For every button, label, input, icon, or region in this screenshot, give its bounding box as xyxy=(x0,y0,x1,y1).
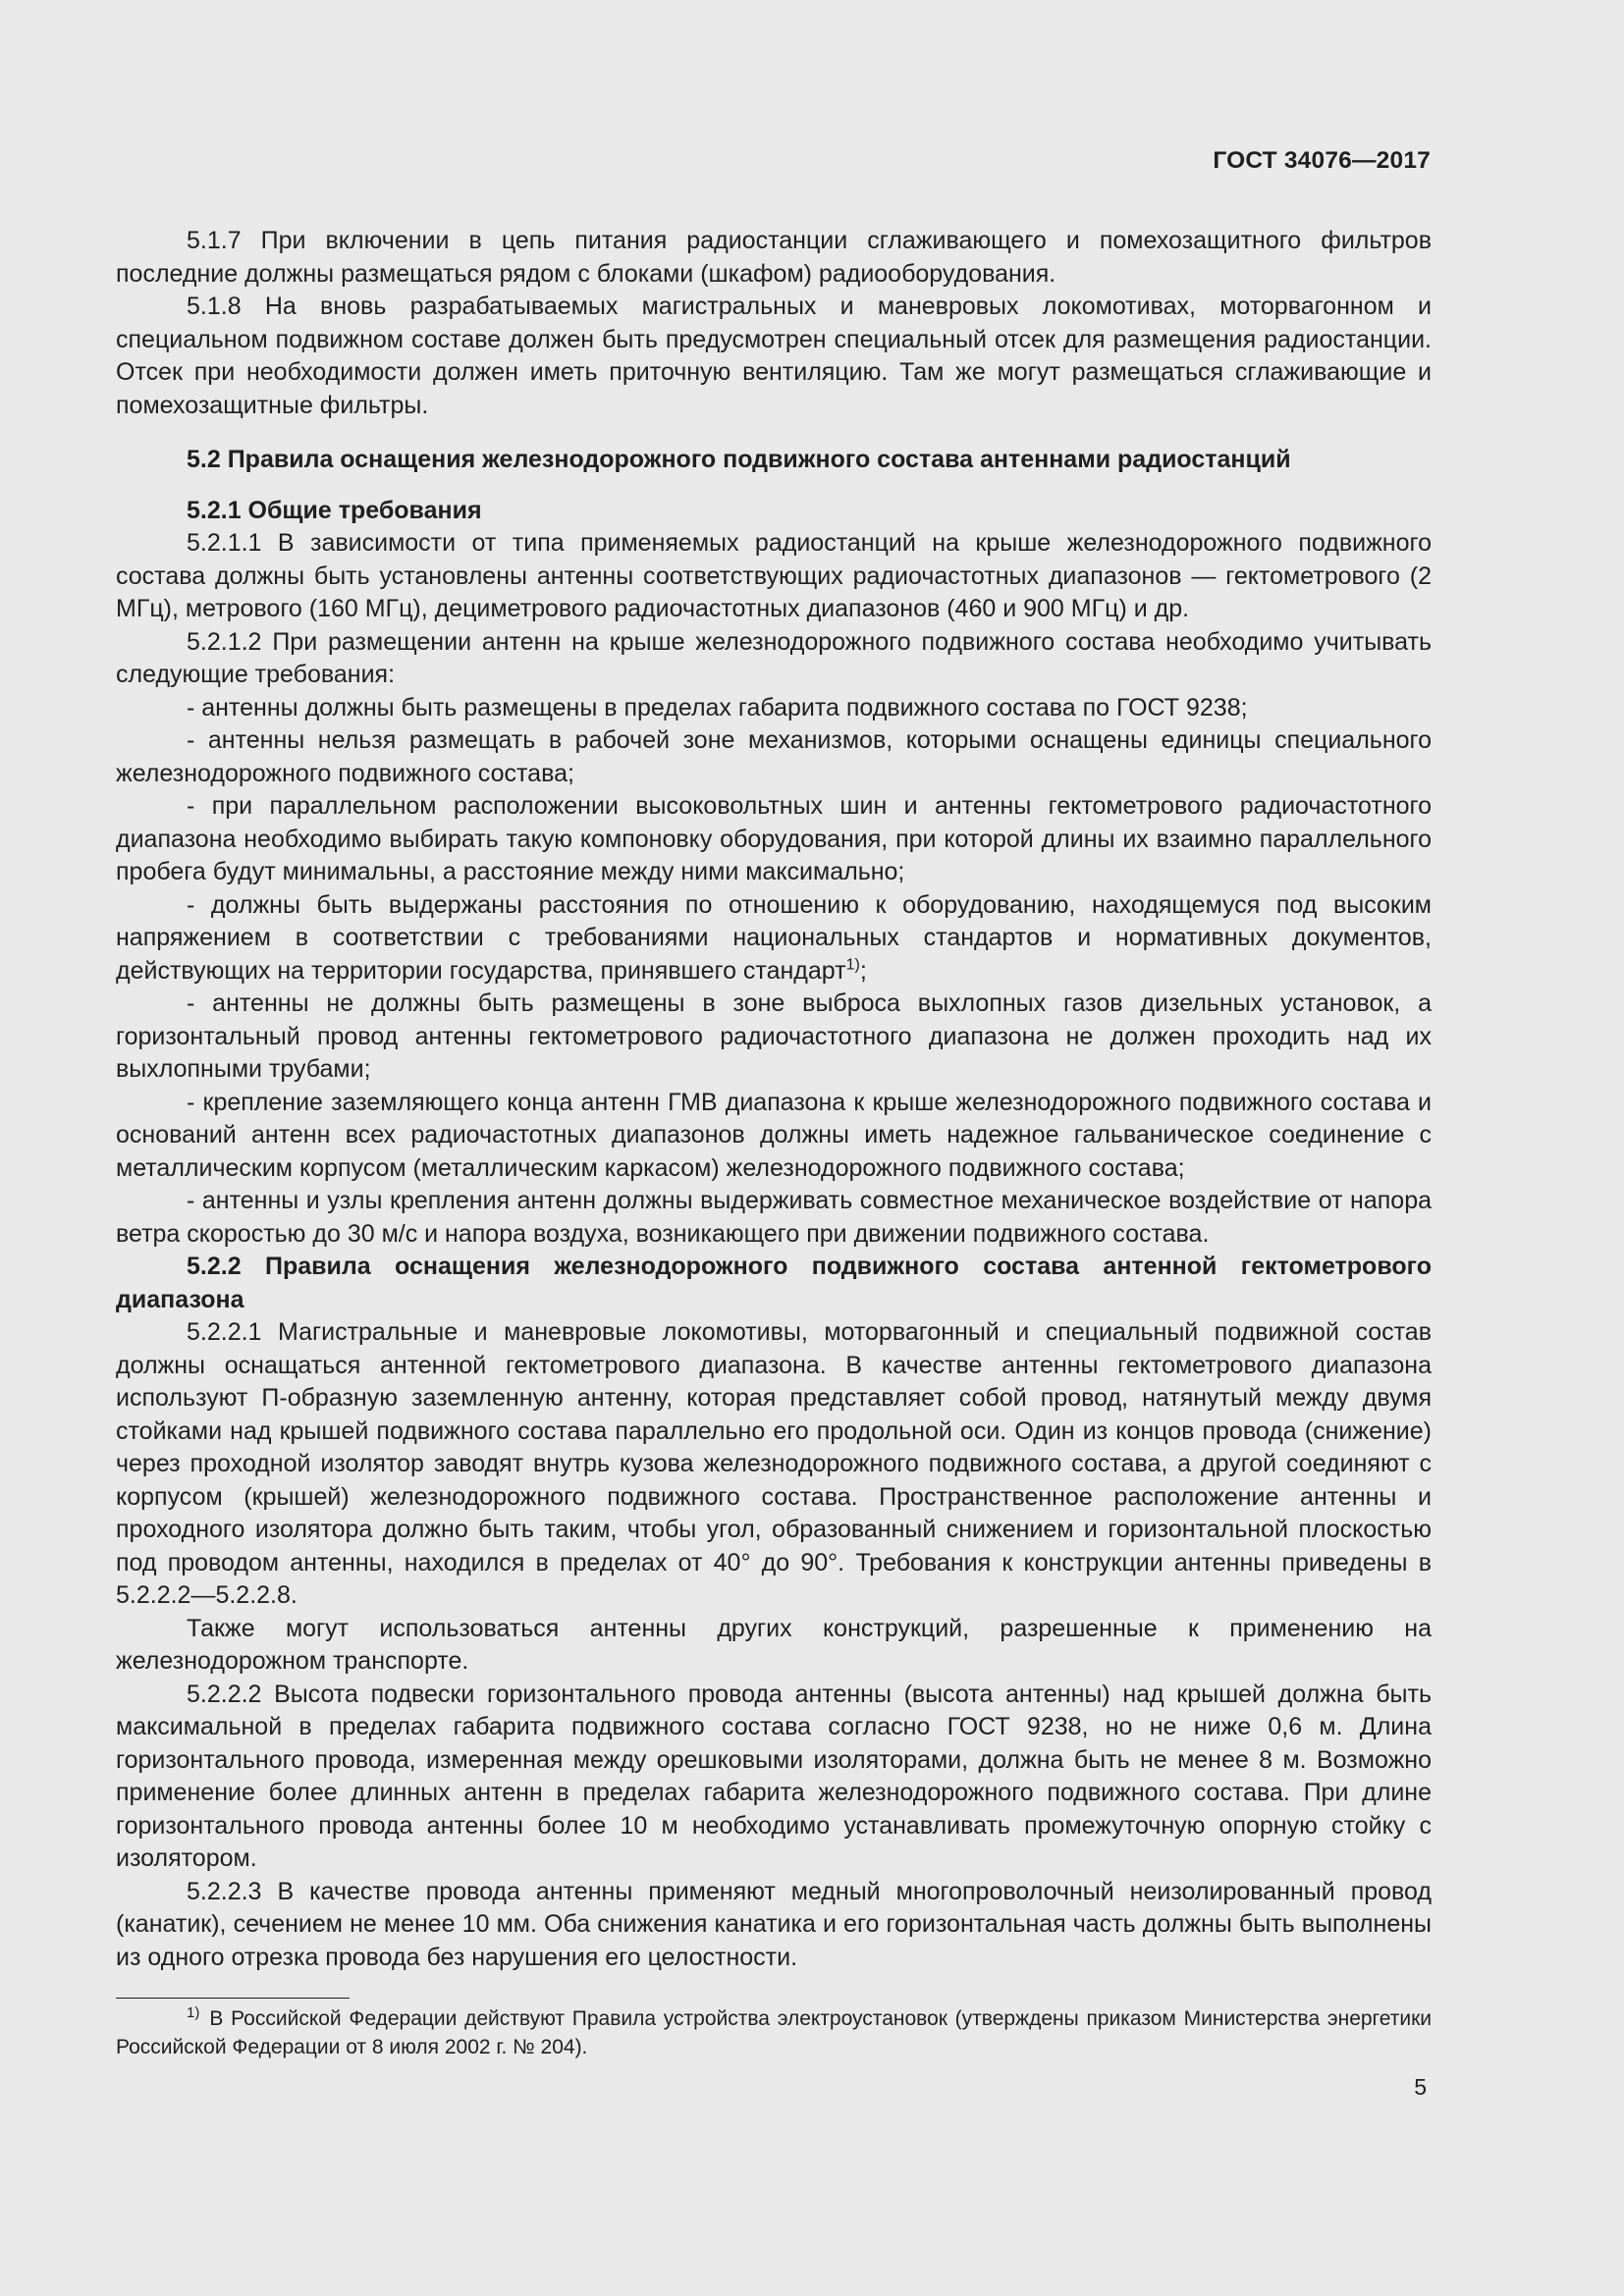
list-item-text: - должны быть выдержаны расстояния по отношению к оборудованию, находящемуся под высоким напряжением в соответствии с требованиями национальных стандартов и нормативных документов, действующих на территории государства, принявшего стандарт xyxy=(116,890,1432,985)
list-item-end-punct: ; xyxy=(859,956,867,985)
paragraph-5-2-1-2: 5.2.1.2 При размещении антенн на крыше железнодорожного подвижного состава необходимо учитывать следующие требования: xyxy=(116,627,1432,688)
paragraph-5-2-2-2: 5.2.2.2 Высота подвески горизонтального провода антенны (высота антенны) над крышей должна быть максимальной в пределах габарита подвижного состава согласно ГОСТ 9238, но не ниже 0,6 м. Длина горизонтального провода, измеренная между орешковыми изоляторами, должна быть не менее 8 м. Возможно применение более длинных антенн в пределах габарита железнодорожного подвижного состава. При длине горизонтального провода антенны более 10 м необходимо устанавливать промежуточную опорную стойку с изолятором. xyxy=(116,1680,1432,1872)
paragraph-5-1-7: 5.1.7 При включении в цепь питания радиостанции сглаживающего и помехозащитного фильтров последние должны размещаться рядом с блоками (шкафом) радиооборудования. xyxy=(116,227,1432,288)
subsection-heading-5-2-2: 5.2.2 Правила оснащения железнодорожного подвижного состава антенной гектометрового диапазона xyxy=(116,1253,1432,1313)
footnote-divider xyxy=(116,1998,350,1999)
section-heading-5-2: 5.2 Правила оснащения железнодорожного подвижного состава антеннами радиостанций xyxy=(187,446,1291,473)
footnote-reference: 1) xyxy=(845,956,860,974)
footnote-section xyxy=(116,1998,1432,2061)
page-body xyxy=(116,225,1432,1974)
footnote xyxy=(116,2004,1432,2061)
paragraph-5-1-8: 5.1.8 На вновь разрабатываемых магистральных и маневровых локомотивах, моторвагонном и специальном подвижном составе должен быть предусмотрен специальный отсек для размещения радиостанции. Отсек при необходимости должен иметь приточную вентиляцию. Там же могут размещаться сглаживающие и помехозащитные фильтры. xyxy=(116,293,1432,419)
paragraph-5-2-1-1: 5.2.1.1 В зависимости от типа применяемых радиостанций на крыше железнодорожного подвижного состава должны быть установлены антенны соответствующих радиочастотных диапазонов — гектометрового (2 МГц), метрового (160 МГц), дециметрового радиочастотных диапазонов (460 и 900 МГц) и др. xyxy=(116,529,1432,622)
paragraph-also: Также могут использоваться антенны других конструкций, разрешенные к применению на железнодорожном транспорте. xyxy=(116,1614,1432,1675)
list-item: - антенны и узлы крепления антенн должны выдерживать совместное механическое воздействие от напора ветра скоростью до 30 м/с и напора воздуха, возникающего при движении подвижного состава. xyxy=(116,1187,1432,1248)
list-item: - антенны не должны быть размещены в зоне выброса выхлопных газов дизельных установок, а горизонтальный провод антенны гектометрового радиочастотного диапазона не должен проходить над их выхлопными трубами; xyxy=(116,989,1432,1083)
document-id-header: ГОСТ 34076—2017 xyxy=(1213,147,1431,174)
subsection-heading-5-2-1: 5.2.1 Общие требования xyxy=(187,496,482,524)
list-item: - антенны нельзя размещать в рабочей зоне механизмов, которыми оснащены единицы специального железнодорожного подвижного состава; xyxy=(116,726,1432,787)
list-item: - крепление заземляющего конца антенн ГМВ диапазона к крыше железнодорожного подвижного состава и оснований антенн всех радиочастотных диапазонов должны иметь надежное гальваническое соединение с металлическим корпусом (металлическим каркасом) железнодорожного подвижного состава; xyxy=(116,1088,1432,1182)
footnote-text: В Российской Федерации действуют Правила устройства электроустановок (утверждены приказом Министерства энергетики Российской Федерации от 8 июля 2002 г. № 204). xyxy=(116,2007,1432,2058)
list-item: - антенны должны быть размещены в пределах габарита подвижного состава по ГОСТ 9238; xyxy=(187,693,1248,721)
paragraph-5-2-2-3: 5.2.2.3 В качестве провода антенны применяют медный многопроволочный неизолированный провод (канатик), сечением не менее 10 мм. Оба снижения канатика и его горизонтальная часть должны быть выполнены из одного отрезка провода без нарушения его целостности. xyxy=(116,1877,1432,1971)
list-item: - при параллельном расположении высоковольтных шин и антенны гектометрового радиочастотного диапазона необходимо выбирать такую компоновку оборудования, при которой длины их взаимно параллельного пробега будут минимальны, а расстояние между ними максимально; xyxy=(116,792,1432,885)
page-number: 5 xyxy=(1414,2074,1427,2100)
paragraph-5-2-2-1: 5.2.2.1 Магистральные и маневровые локомотивы, моторвагонный и специальный подвижной состав должны оснащаться антенной гектометрового диапазона. В качестве антенны гектометрового диапазона используют П-образную заземленную антенну, которая представляет собой провод, натянутый между двумя стойками над крышей подвижного состава параллельно его продольной оси. Один из концов провода (снижение) через проходной изолятор заводят внутрь кузова железнодорожного подвижного состава, а другой соединяют с корпусом (крышей) железнодорожного подвижного состава. Пространственное расположение антенны и проходного изолятора должно быть таким, чтобы угол, образованный снижением и горизонтальной плоскостью под проводом антенны, находился в пределах от 40° до 90°. Требования к конструкции антенны приведены в 5.2.2.2—5.2.2.8. xyxy=(116,1318,1432,1609)
footnote-mark: 1) xyxy=(187,2004,200,2021)
list-item-with-footnote xyxy=(116,889,1432,988)
